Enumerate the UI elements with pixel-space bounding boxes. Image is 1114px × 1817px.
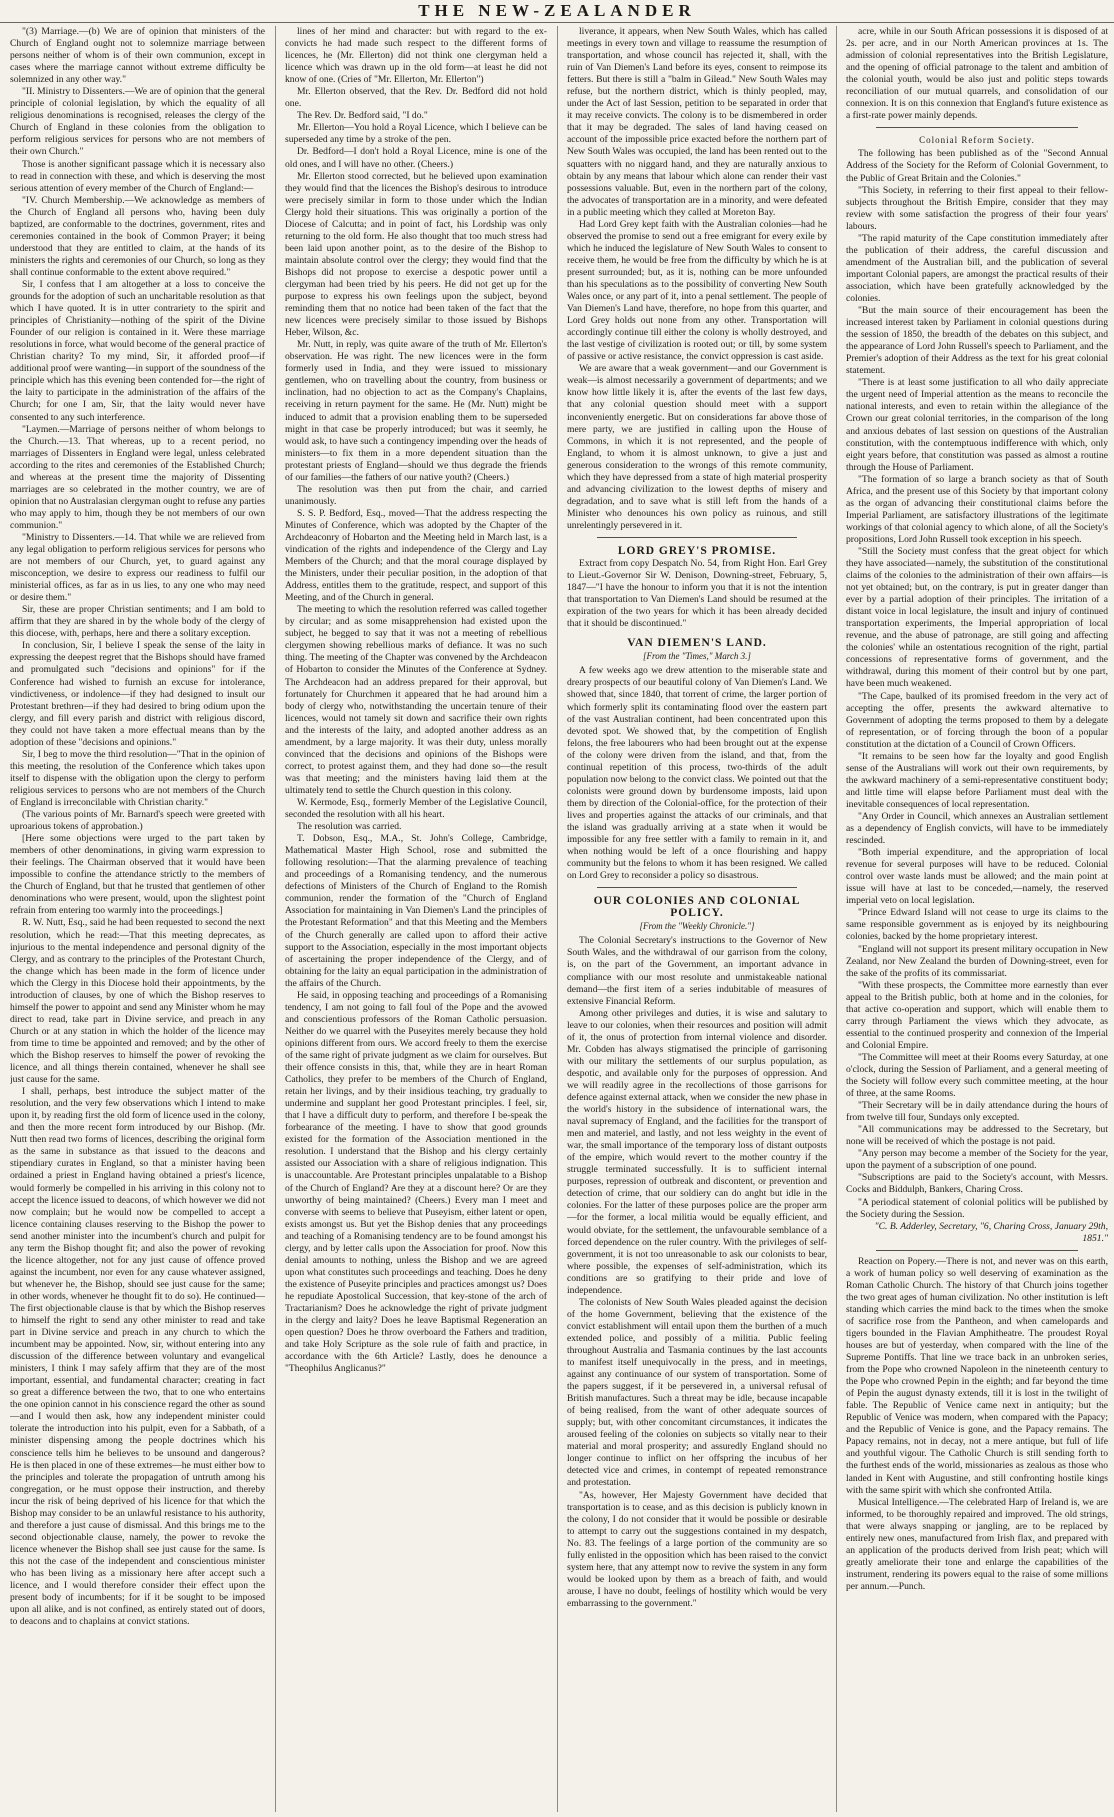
paragraph: lines of her mind and character: but with regard to the ex-convicts he had made such respect to the different forms of licences, he (Mr. Ellerton) did not think one clergyman held a licence which was drawn up in the old form—at least he did not know of one. (Cries of "Mr. Ellerton, Mr. Ellerton") (285, 26, 547, 86)
source-note: [From the "Times," March 3.] (643, 651, 751, 662)
column-rule (275, 26, 276, 1812)
paragraph: The resolution was carried. (297, 821, 402, 833)
paragraph: The Colonial Secretary's instructions to the Governor of New South Wales, and the withdrawal of our garrison from the colony, is, on the part of the Government, an important advance in compliance with our most resolute and unmistakeable national demand—the first item of a series indubitable of measures of extensive Financial Reform. (567, 935, 827, 1007)
paragraph: liverance, it appears, when New South Wales, which has called meetings in every town and village to reassume the resumption of transportation, and whose council has rejected it, shall, with the ruin of Van Diemen's Land before its eyes, consent to reimpose its fetters. But there is still a "balm in Gilead." New South Wales may refuse, but the northern district, which is thinly peopled, may, under the Act of last Session, petition to be separated in order that it may receive convicts. The colony is to be dismembered in order that it may be degraded. The sales of land having ceased on account of the impossible price exacted before the northern part of New South Wales was occupied, the land has been rented out to the squatters with no niggard hand, and they are naturally anxious to obtain by any means that labour which alone can render their vast possessions valuable. But, even in the northern part of the colony, the advocates of transportation are in a minority, and were defeated in a public meeting which they called at Moreton Bay. (567, 26, 827, 218)
paragraph: "(3) Marriage.—(b) We are of opinion that ministers of the Church of England ought not to solemnize marriage between persons neither of whom is of their own communion, except in cases where the marriage cannot without extreme difficulty be solemnized in any other way." (10, 26, 265, 86)
paragraph: Musical Intelligence.—The celebrated Harp of Ireland is, we are informed, to be thoroughly repaired and improved. The old strings, that were always snapping or jangling, are to be replaced by entirely new ones, manufactured from Irish flax, and prepared with an application of the products derived from Irish peat; which will greatly ameliorate their tone and enlarge the capabilities of the instrument, rendering its powers equal to the raise of some millions per annum.—Punch. (846, 1496, 1108, 1592)
paragraph: "This Society, in referring to their first appeal to their fellow-subjects throughout the British Empire, consider that they may review with some satisfaction the progress of their four years' labours. (846, 184, 1108, 232)
paragraph: "Both imperial expenditure, and the appropriation of local revenue for several purposes will have to be reduced. Colonial control over waste lands must be allowed; and the main point at issue will have at last to be conceded,—namely, the reserved imperial veto on local legislation. (846, 847, 1108, 907)
paragraph: "Any Order in Council, which annexes an Australian settlement as a dependency of English convicts, will have to be immediately rescinded. (846, 811, 1108, 847)
paragraph: "A periodical statement of colonial politics will be published by the Society during the Session. (846, 1196, 1108, 1220)
paragraph: "Any person may become a member of the Society for the year, upon the payment of a subscription of one pound. (846, 1148, 1108, 1172)
source-note: [From the "Weekly Chronicle."] (639, 921, 755, 932)
paragraph: He said, in opposing teaching and proceedings of a Romanising tendency, I am not going to fall foul of the Pope and the avowed and conscientious professors of the Roman Catholic persuasion. Neither do we quarrel with the Puseyites merely because they hold opinions different from ours. We accord freely to them the exercise of the same right of private judgment as we claim for ourselves. But their offence consists in this, that, while they are in heart Roman Catholics, they prefer to be members of the Church of England, retain her livings, and by their insidious teaching, try gradually to undermine and supplant her good Protestant principles. I feel, sir, that I have a difficult duty to perform, and therefore I be-speak the forbearance of the meeting. I have to show that good grounds existed for the formation of the Association mentioned in the resolution. I understand that the Bishop and his clergy certainly assisted our Association with a share of religious indignation. This is unaccountable. Are Protestant principles unpalatable to a Bishop of the Church of England? Are they at a discount here? Or are they unworthy of being maintained? (Cheers.) Every man I meet and converse with seems to believe that Puseyism, either latent or open, exists amongst us. But yet the Bishop denies that any proceedings and teaching of a Romanising tendency are to be found amongst his clergy, and by letter calls upon the Association for proof. Now this denial amounts to nothing, unless the Bishop and we are agreed upon what constitutes such proceedings and teaching. Does he deny the existence of Puseyite principles and practices amongst us? Does he repudiate Apostolical Succession, that key-stone of the arch of Tractarianism? Does he acknowledge the right of private judgment in the clergy and laity? Does he leave Baptismal Regeneration an open question? Does he throw overboard the Fathers and tradition, and take Holy Scripture as the sole rule of faith and practice, in accordance with the 6th Article? Lastly, does he denounce a "Theophilus Anglicanus?" (285, 989, 547, 1375)
column-4 (846, 26, 1108, 1812)
paragraph: Mr. Ellerton observed, that the Rev. Dr. Bedford did not hold one. (285, 86, 547, 110)
heading-lord-greys-promise: LORD GREY'S PROMISE. (617, 544, 777, 557)
paragraph: Reaction on Popery.—There is not, and never was on this earth, a work of human policy so well deserving of examination as the Roman Catholic Church. The history of that Church joins together the two great ages of human civilization. No other institution is left standing which carries the mind back to the times when the smoke of sacrifice rose from the Pantheon, and when camelopards and tigers bounded in the Flavian Amphitheatre. The proudest Royal houses are but of yesterday, when compared with the line of the Supreme Pontiffs. That line we trace back in an unbroken series, from the Pope who crowned Napoleon in the nineteenth century to the Pope who crowned Pepin in the eighth; and far beyond the time of Pepin the august dynasty extends, till it is lost in the twilight of fable. The Republic of Venice came next in antiquity; but the Republic of Venice was modern, when compared with the Papacy; and the Republic of Venice is gone, and the Papacy remains. The Papacy remains, not in decay, not a mere antique, but full of life and youthful vigour. The Catholic Church is still sending forth to the furthest ends of the world, missionaries as zealous as those who landed in Kent with Augustine, and still confronting hostile kings with the same spirit with which she confronted Attila. (846, 1255, 1108, 1496)
paragraph: S. S. P. Bedford, Esq., moved—That the address respecting the Minutes of Conference, which was adopted by the Chapter of the Archdeaconry of Hobarton and the Meeting held in March last, is a vindication of the rights and independence of the Clergy and Lay Members of the Church; and that the moral courage displayed by the Ministers, under their peculiar position, in the adoption of that Address, entitles them to the gratitude, respect, and support of this Meeting, and of the Church in general. (285, 507, 547, 604)
section-divider (876, 1250, 1078, 1251)
paragraph: "Laymen.—Marriage of persons neither of whom belongs to the Church.—13. That whereas, up to a recent period, no marriages of Dissenters in England were legal, unless celebrated according to the rites and ceremonies of the Established Church; and whereas at the present time the majority of Dissenting marriages are so celebrated in the mother country, we are of opinion that no Australasian clergyman ought to refuse any parties who may apply to him, though they be not members of our own communion." (10, 423, 265, 531)
paragraph: "England will not support its present military occupation in New Zealand, nor New Zealand the burden of Downing-street, even for the sake of the profits of its commissariat. (846, 943, 1108, 979)
column-rule (557, 26, 558, 1812)
paragraph: I shall, perhaps, best introduce the subject matter of the resolution, and the very few observations which I intend to make upon it, by reading first the old form of licence used in the colony, and then the more recent form introduced by our Bishop. (Mr. Nutt then read two forms of licences, describing the original form as the same in substance as that issued to the deacons and stipendiary curates in England, so that a minister having been ordained a priest in England having obtained a priest's licence, would formerly be compelled in his arriving in this colony not to accept the licence issued to deacons, of which however we did not now complain; but he would now be compelled to accept a licence containing clauses reserving to the Bishop the power to send another minister into the incumbent's church and pulpit for any term the Bishop thought fit; and also the power of revoking the licence altogether, not for any just cause of offence proved against the incumbent, nor even for any cause whatever assigned, but whenever he, the Bishop, should see just cause for the same; in other words, whenever he thought fit to do so). He continued—The first objectionable clause is that by which the Bishop reserves to himself the right to send any other minister to read and take part in Divine service and preach in any church to which the incumbent may be appointed. Now, sir, without entering into any discussion of the difference between voluntary and evangelical ministers, I think I may safely affirm that they are of the most important, essential, and fundamental character; creating in fact so great a difference between the two, that to one who entertains the one opinion cannot in his conscience regard the other as sound—and I would then ask, how any independent minister could tolerate the introduction into his pulpit, even for a Sabbath, of a minister dispensing among the people doctrines which his conscience tells him he believes to be unsound and dangerous? He is then placed in one of these extremes—he must either bow to the principles and tolerate the propagation of untruth among his congregation, or he must oppose their instruction, and thereby incur the risk of being deprived of his licence for that which the Bishop may consider to be an unlawful resistance to his authority, and therefore a just cause of dismissal. And this brings me to the second objectionable clause, namely, the power to revoke the licence whenever the Bishop shall see just cause for the same. Is this not the case of the independent and conscientious minister who has been living as a missionary here after accept such a licence, and I would therefore consider their effect upon the present body of incumbents; for if it be sought to be imposed upon all alike, and is not confined, as entirely stated out of doors, to deacons and to chaplains at convict stations. (10, 1086, 265, 1628)
paragraph: "Still the Society must confess that the great object for which they have associated—namely, the substitution of the constitutional claims of the colonies to the administration of their own affairs—is not yet obtained; but, on the contrary, is put in greater danger than ever by a partial adoption of their principles. The irritation of a distant voice in local legislature, the insult and injury of continued transportation experiments, the Imperial appropriation of local revenue, and the abuse of patronage, are still going and affecting the colonies' while an ostentatious recognition of the right, partial concessions of representative forms of government, and the withdrawal, during this moment of their control but by one part, have been much weakened. (846, 545, 1108, 690)
paragraph: "IV. Church Membership.—We acknowledge as members of the Church of England all persons who, having been duly baptized, are conformable to the doctrines, government, rites and ceremonies contained in the book of Common Prayer; it being understood that they are entitled to claim, at the hands of its ministers the rights and ceremonies of our Church, so long as they shall continue conformable to the extent above required." (10, 194, 265, 278)
paragraph: Mr. Ellerton—You hold a Royal Licence, which I believe can be superseded any time by a stroke of the pen. (285, 122, 547, 146)
paragraph: We are aware that a weak government—and our Government is weak—is almost necessarily a government of departments; and we know how little likely it is, after the events of the last few days, that any colonial question should meet with a support inconveniently energetic. But on considerations far above those of mere party, we are justified in calling upon the House of Commons, in which it is not represented, and the people of England, to whom it is almost unknown, to give a just and generous consideration to the wrongs of this remote community, which they have depressed from a state of high material prosperity and advancing civilization to the lowest depths of misery and degradation, and to save what is still left from the hands of a Minister who denounces his own policy as ruinous, and still unrelentingly persevered in it. (567, 363, 827, 531)
paragraph: The following has been published as of the "Second Annual Address of the Society for the Reform of Colonial Government, to the Public of Great Britain and the Colonies." (846, 148, 1108, 184)
paragraph: "Prince Edward Island will not cease to urge its claims to the same responsible government as is enjoyed by its neighbouring colonies, backed by the home proprietary interest. (846, 907, 1108, 943)
heading-van-diemens-land: VAN DIEMEN'S LAND. (627, 637, 767, 650)
paragraph: "Their Secretary will be in daily attendance during the hours of from twelve till four, Sundays only excepted. (846, 1100, 1108, 1124)
paragraph: Sir, I beg to move the third resolution—"That in the opinion of this meeting, the resolution of the Conference which takes upon itself to dispense with the obligation upon the clergy to perform religious services to persons who are not members of the Church of England is irreconcilable with Christian charity." (10, 748, 265, 808)
paragraph: T. Dobson, Esq., M.A., St. John's College, Cambridge, Mathematical Master High School, rose and submitted the following resolution:—That the alarming prevalence of teaching and proceedings of a Romanising tendency, and the numerous defections of Ministers of the Church of England to the Romish communion, render the formation of the "Church of England Association for maintaining in Van Diemen's Land the principles of the Protestant Reformation" and that this Meeting and the Members of the Church generally are called upon to afford their active support to the Association, especially in the most important objects of ascertaining the proper independence of the Clergy, and of obtaining for the laity an equal participation in the administration of the affairs of the Church. (285, 833, 547, 989)
paragraph: Sir, I confess that I am altogether at a loss to conceive the grounds for the adoption of such an uncharitable resolution as that which I have quoted. It is in utter contrariety to the spirit and principles of Christianity—nothing of the spirit of the Divine Founder of our religion is contained in it. Were these marriage resolutions in force, what would become of the general practice of Christian charity? To my mind, Sir, it afforded proof—if additional proof were wanting—in support of the soundness of the principle which has this evening been contended for—the right of the laity to participate in the administration of the affairs of the Church; for one I am, Sir, that the laity would never have consented to any such interference. (10, 278, 265, 423)
paragraph: Dr. Bedford—I don't hold a Royal Licence, mine is one of the old ones, and I will have no other. (Cheers.) (285, 146, 547, 170)
paragraph: "Ministry to Dissenters.—14. That while we are relieved from any legal obligation to perform religious services for persons who are not members of our Church, yet, to guard against any misconception, we desire to express our readiness to fulfil our ministerial offices, as far as in us lies, to any one who may need or desire them." (10, 531, 265, 604)
paragraph: The Rev. Dr. Bedford said, "I do." (297, 110, 428, 122)
paragraph: In conclusion, Sir, I believe I speak the sense of the laity in expressing the deepest regret that the Bishops should have framed and promulgated such "decisions and opinions" for if the Conference had wished to furnish an excuse for intolerance, vindictiveness, or indolence—if they had designed to insult our Protestant brethren—if they had desired to bring odium upon the clergy, and fill every parish and district with religious discord, they could not have taken a more effectual means than by the adoption of these "decisions and opinions." (10, 640, 265, 748)
section-divider (597, 887, 797, 888)
paragraph: "It remains to be seen how far the loyalty and good English sense of the Australians will work out their own requirements, by the awkward machinery of a semi-representative constituent body; and little time will elapse before Parliament must deal with the inevitable consequences of local representation. (846, 750, 1108, 810)
column-1 (10, 26, 265, 1812)
paragraph: acre, while in our South African possessions it is disposed of at 2s. per acre, and in our North American provinces at 1s. The admission of colonial representatives into the British Legislature, and the opening of official patronage to the talent and ambition of the colonial youth, would be also just and politic steps towards reconciliation of our mutual quarrels, and consolidation of our connexion. It is on this connexion that England's future existence as a first-rate power mainly depends. (846, 26, 1108, 122)
paragraph: "The rapid maturity of the Cape constitution immediately after the publication of their address, the careful discussion and amendment of the Australian bill, and the publication of several important Colonial papers, are amongst the practical results of their association, which have been gratefully acknowledged by the colonies. (846, 232, 1108, 304)
column-2 (285, 26, 547, 1812)
paragraph: Mr. Nutt, in reply, was quite aware of the truth of Mr. Ellerton's observation. He was right. The new licences were in the form formerly used in India, and they were issued to missionary gentlemen, who on travelling about the country, from business or inclination, had no objection to act as the Company's Chaplains, receiving in return payment for the same. He (Mr. Nutt) might be induced to admit that a provision enabling them to be superseded might in that case be properly introduced; but was it seemly, he would ask, to have such a contingency impending over the heads of ministers—to fix them in a more dependent situation than the protestant priests of England—should we thus degrade the friends of our families—the fathers of our native youth? (Cheers.) (285, 339, 547, 483)
paragraph: "Subscriptions are paid to the Society's account, with Messrs. Cocks and Biddulph, Bankers, Charing Cross. (846, 1172, 1108, 1196)
paragraph: Extract from copy Despatch No. 54, from Right Hon. Earl Grey to Lieut.-Governor Sir W. Denison, Downing-street, February, 5, 1847—"I have the honour to inform you that it is not the intention that transportation to Van Diemen's Land should be resumed at the expiration of the two years for which it has been already decided that it should be discontinued." (567, 558, 827, 630)
signature: "C. B. Adderley, Secretary, "6, Charing Cross, January 29th, 1851." (874, 1220, 1108, 1244)
masthead: THE NEW-ZEALANDER (0, 0, 1114, 23)
heading-colonial-reform-society: Colonial Reform Society. (919, 135, 1035, 146)
column-rule (836, 26, 837, 1812)
paragraph: The resolution was then put from the chair, and carried unanimously. (285, 483, 547, 507)
paragraph: "II. Ministry to Dissenters.—We are of opinion that the general principle of colonial legislation, by which the equality of all religious denominations is recognised, releases the clergy of the Church of England in these colonies from the obligation to perform religious services for persons who are not members of their own Church." (10, 86, 265, 158)
heading-our-colonies: OUR COLONIES AND COLONIAL POLICY. (593, 895, 801, 920)
paragraph: A few weeks ago we drew attention to the miserable state and dreary prospects of our beautiful colony of Van Diemen's Land. We showed that, since 1840, that torrent of crime, the larger portion of which formerly split its contaminating flood over the eastern part of the vast Australian continent, had been concentrated upon this devoted spot. We showed that, by the competition of English felons, the free labourers who had been brought out at the expense of the colony were driven from the island, and that, from the continual repetition of this process, two-thirds of the adult population now belong to the convict class. We pointed out that the colonists were ground down by burdensome imposts, laid upon them by direction of the Colonial-office, for the protection of their lives and properties against the attacks of our criminals, and that the island was gradually arriving at a state when it would be impossible for any free settler with a family to remain in it, and when nothing would be left of a once flourishing and happy community but the felons to whom it has been resigned. We called on Lord Grey to reconsider a policy so disastrous. (567, 665, 827, 882)
paragraph: The colonists of New South Wales pleaded against the decision of the home Government, believing that the existence of the convict establishment will entail upon them the burthen of a much extended police, and possibly of a militia. Public feeling throughout Australia and Tasmania continues by the last accounts to manifest itself unequivocally in the press, and in meetings, against any continuance of our system of transportation. Some of the papers suggest, if it be persevered in, a universal refusal of British manufactures. Such a threat may be idle, because incapable of being realised, from the want of other adequate sources of supply; but, with other concomitant circumstances, it indicates the aroused feeling of the colonies on subjects so vitally near to their material and moral prosperity; and assuredly England should no longer continue to inflict on her offspring the incubus of her detected vice and crimes, in contempt of repeated remonstrance and protestation. (567, 1296, 827, 1489)
column-3 (567, 26, 827, 1812)
paragraph: R. W. Nutt, Esq., said he had been requested to second the next resolution, which he read:—That this meeting deprecates, as injurious to the mental independence and personal dignity of the Clergy, and as contrary to the principles of the Protestant Church, the change which has been made in the form of licence under which the Clergy in this Diocese hold their appointments, by the introduction of clauses, by one of which the Bishop reserves to himself the power to appoint and send any Minister whom he may direct to read, take part in Divine service, and preach in any Church or at any station in which the holder of the licence may from time to time be appointed and removed; and by the other of which the Bishop reserves to himself the power of revoking the licence, and all things therein contained, whenever he shall see just cause for the same. (10, 917, 265, 1086)
section-divider (597, 537, 797, 538)
paragraph: "All communications may be addressed to the Secretary, but none will be received of which the postage is not paid. (846, 1124, 1108, 1148)
section-divider (876, 127, 1078, 128)
paragraph: Had Lord Grey kept faith with the Australian colonies—had he observed the promise to send out a free emigrant for every exile by which he induced the legislature of New South Wales to consent to receive them, he would be free from the difficulty by which he is at present surrounded; but, as it is, nothing can be more unfounded than his speculations as to the possibility of converting New South Wales once, or any part of it, into a penal settlement. The people of Van Diemen's Land have, therefore, no hope from this quarter, and Lord Grey holds out none from any other. Transportation will accordingly continue till either the colony is wholly destroyed, and the last vestige of civilization is rooted out; or till, by some system of passive or active resistance, the convict oppression is cast aside. (567, 218, 827, 363)
paragraph: Those is another significant passage which it is necessary also to read in connection with these, and which is deserving the most serious attention of every member of the Church of England:— (10, 158, 265, 194)
paragraph: "There is at least some justification to all who daily appreciate the urgent need of Imperial attention as the means to reconcile the national interests, and even to retain within the allegiance of the Crown our great colonial territories, in the comparison of the long and anxious debates of last session on questions of the Australian constitution, with the contemptuous indifference with which, only eight years before, that constitution was passed as almost a routine through the House of Parliament. (846, 377, 1108, 473)
paragraph: Mr. Ellerton stood corrected, but he believed upon examination they would find that the licences the Bishop's desirous to introduce were precisely similar in form to those under which the Indian Clergy hold their situations. This was originally a portion of the Diocese of Calcutta; and in point of fact, his Lordship was only returning to the old form. He also thought that too much stress had been laid upon another point, as to the desire of the Bishop to maintain absolute control over the clergy; they would find that the Bishops did not propose to exercise a despotic power until a clergyman had been tried by his peers. He did not get up for the purpose to express his own feelings upon the subject, beyond reminding them that no notice had been taken of the fact that the new licences were precisely similar to those issued by Bishops Heber, Wilson, &c. (285, 170, 547, 339)
paragraph: The meeting to which the resolution referred was called together by circular; and as some misapprehension had existed upon the subject, he begged to say that it was not a meeting of rebellious clergymen showing rebellious marks of defiance. It was no such thing. The meeting of the Chapter was convened by the Archdeacon of Hobarton to consider the Minutes of the Conference at Sydney. The Archdeacon had an address prepared for their approval, but fortunately for Churchmen it appeared that he had around him a body of clergy who, notwithstanding the uncertain tenure of their licences, would not tamely sit down and sacrifice their own rights and the interests of the laity, and adopted another address as an amendment, by a large majority. It was their duty, unless morally convinced that the decisions and opinions of the Bishops were correct, to protest against them, and they had done so—the result was that meeting; and the ministers having laid them at the ultimately tend to settle the Church question in this colony. (285, 604, 547, 796)
paragraph: Among other privileges and duties, it is wise and salutary to leave to our colonies, when their resources and position will admit of it, the onus of protection from internal violence and disorder. Mr. Cobden has always stigmatised the principle of garrisoning with our military the settlements of our surplus population, as despotic, and available only for the purposes of oppression. And we will readily agree in the recollections of those garrisons for defence against external attack, when we consider the new phase in the world's history in the subsidence of international wars, the naval supremacy of England, and the facilities for the transport of men and materiel, and lastly, and not less weighty in the event of war, the small importance of the temporary loss of distant outposts of the empire, which would revert to the mother country if the struggle terminated successfully. It is to sufficient internal purposes, repression of outbreak and discontent, or prevention and detection of crime, that our soldiery can do anght but idle in the colonies. For the latter of these purposes police are the proper arm—for the former, a local militia would be equally efficient, and would obviate, for the settlement, the unfavourable semblance of a forced dependence on the ruler country. With the privileges of self-government, it is not too unreasonable to ask our colonists to bear, where possible, the expenses of self-administration, which its conditions are so gratifying to their pride and love of independence. (567, 1007, 827, 1296)
paragraph: "With these prospects, the Committee more earnestly than ever appeal to the British public, both at home and in the colonies, for that active co-operation and support, which will enable them to carry through Parliament the views which they advocate, as essential to the continued prosperity and connexion of the Imperial and Colonial Empire. (846, 979, 1108, 1051)
paragraph: W. Kermode, Esq., formerly Member of the Legislative Council, seconded the resolution with all his heart. (285, 797, 547, 821)
paragraph: "As, however, Her Majesty Government have decided that transportation is to cease, and as this decision is publicly known in the colony, I do not consider that it would be possible or desirable to attempt to carry out the suggestions contained in my despatch, No. 83. The feelings of a large portion of the community are so fully enlisted in the opposition which has been raised to the convict system here, that any attempt now to revive the system in any form would be looked upon by them as a breach of faith, and would arouse, I have no doubt, feelings of hostility which would be very embarrassing to the government." (567, 1489, 827, 1609)
paragraph: "The Committee will meet at their Rooms every Saturday, at one o'clock, during the Session of Parliament, and a general meeting of the Society will follow every such committee meeting, at the hour of three, at the same Rooms. (846, 1051, 1108, 1100)
paragraph: "The formation of so large a branch society as that of South Africa, and the present use of this Society by that important colony as the organ of advancing their constitutional claims before the Imperial Parliament, are satisfactory illustrations of the legitimate workings of that colonial agency to which alone, of all the Society's propositions, Lord John Russell took exception in his speech. (846, 473, 1108, 545)
paragraph: "The Cape, baulked of its promised freedom in the very act of accepting the offer, presents the awkward alternative to Government of adopting the terms proposed to them by a delegate of representation, or of forcing through the boon of a popular constitution at the dictation of a Council of Crown Officers. (846, 690, 1108, 750)
paragraph: "But the main source of their encouragement has been the increased interest taken by Parliament in colonial questions during the session of 1850, the breadth of the debates on this subject, and the appearance of Lord John Russell's speech to Parliament, and the Premier's adoption of their Address as the text for his great colonial statement. (846, 305, 1108, 377)
paragraph: Sir, these are proper Christian sentiments; and I am bold to affirm that they are shared in by the whole body of the clergy of this diocese, with, perhaps, here and there a solitary exception. (10, 604, 265, 640)
paragraph: [Here some objections were urged to the part taken by members of other denominations, in giving warm expression to their feelings. The Chairman observed that it would have been impossible to confine the attendance strictly to the members of the Church of England, but that he trusted that gentlemen of other denominations who were present, would, upon the slightest point refrain from entering too warmly into the proceedings.] (10, 833, 265, 917)
paragraph: (The various points of Mr. Barnard's speech were greeted with uproarious tokens of approbation.) (10, 809, 265, 833)
